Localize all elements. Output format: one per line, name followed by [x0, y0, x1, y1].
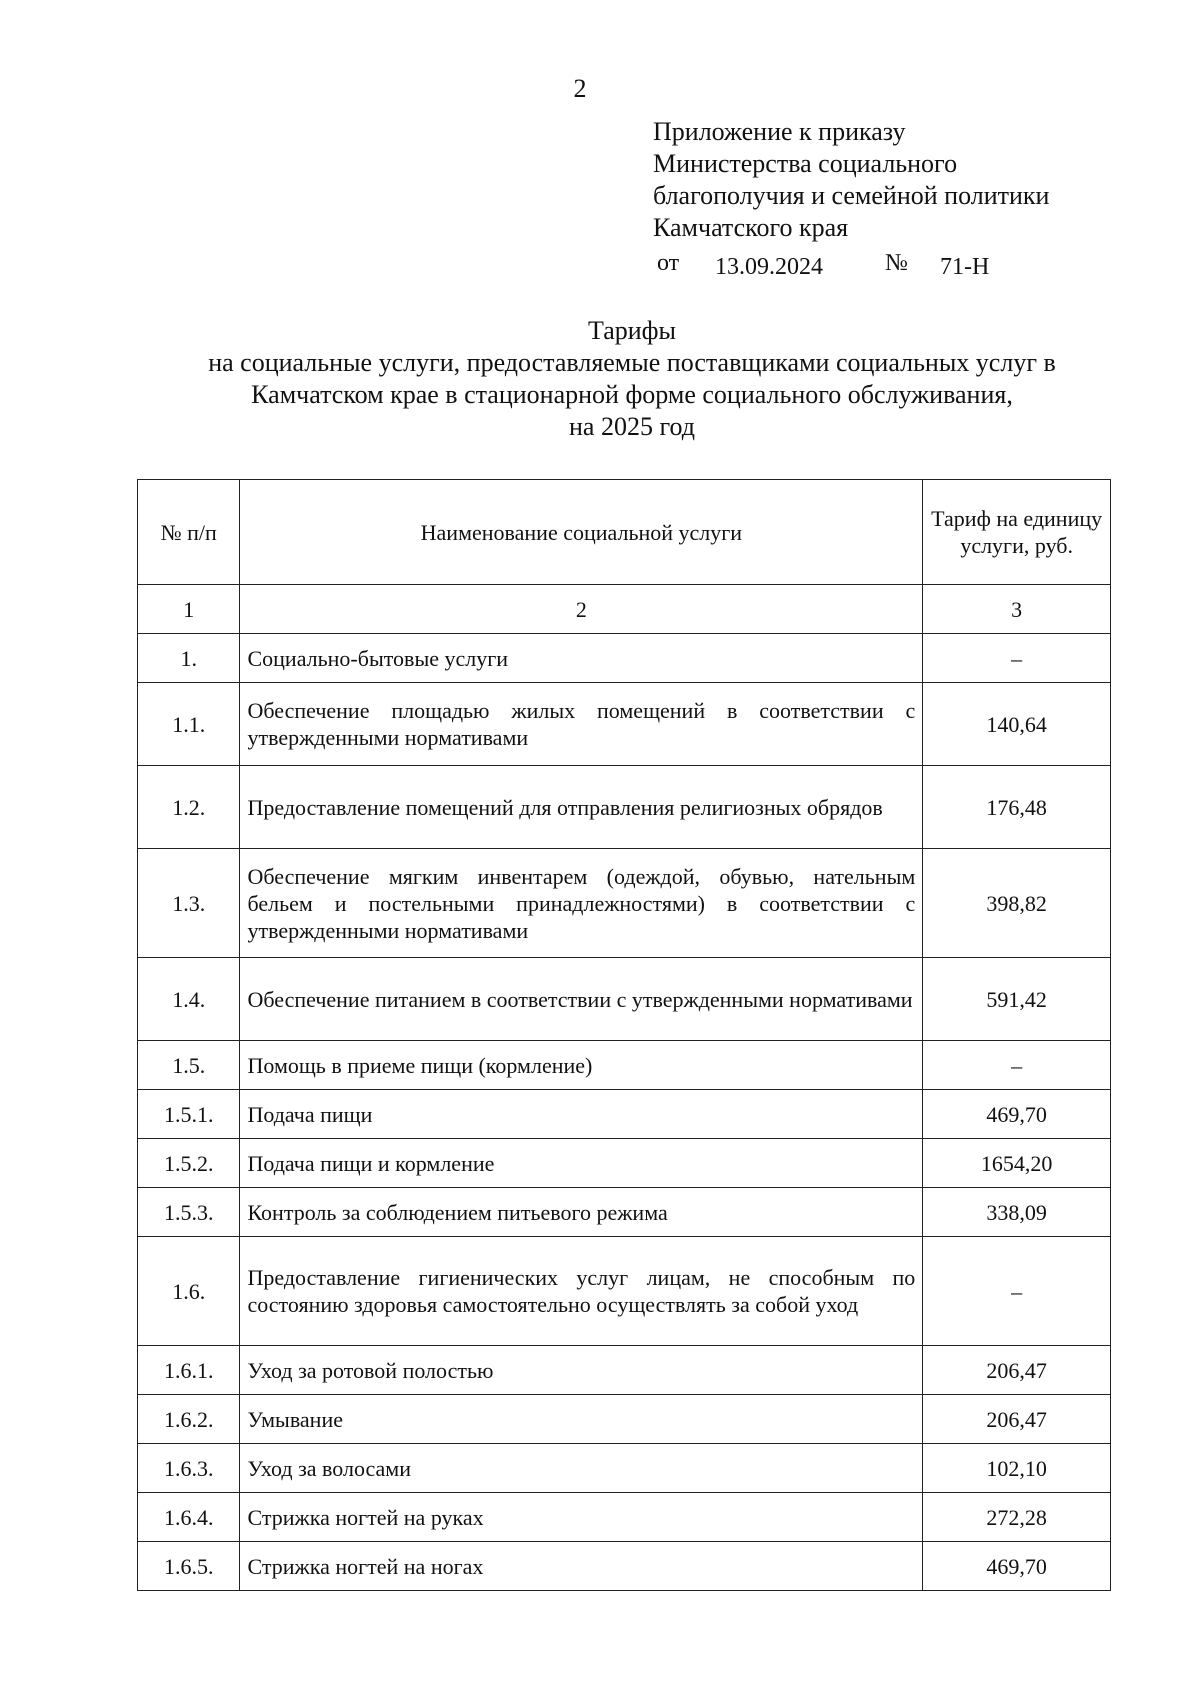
service-name: Обеспечение мягким инвентарем (одеждой, обувью, нательным бельем и постельными принадлежностями) в соответствии с утвержденными нормативами [240, 849, 923, 958]
row-number: 1.5.3. [138, 1188, 240, 1237]
tariff-value: 338,09 [923, 1188, 1111, 1237]
column-index-row [138, 585, 1111, 634]
row-number: 1.6.5. [138, 1542, 240, 1591]
table-row [138, 1188, 1111, 1237]
tariff-value: – [923, 1041, 1111, 1090]
appendix-block [653, 116, 1049, 244]
order-date: 13.09.2024 [715, 254, 823, 280]
service-name: Предоставление гигиенических услуг лицам, не способным по состоянию здоровья самостоятельно осуществлять за собой уход [240, 1237, 923, 1346]
page-number: 2 [573, 74, 587, 103]
service-name: Умывание [240, 1395, 923, 1444]
tariff-value: – [923, 1237, 1111, 1346]
table-row [138, 849, 1111, 958]
tariff-value: 272,28 [923, 1493, 1111, 1542]
tariff-value: 469,70 [923, 1542, 1111, 1591]
order-number-label: № [885, 250, 908, 276]
service-name: Социально-бытовые услуги [240, 634, 923, 683]
tariff-value: 591,42 [923, 958, 1111, 1041]
tariff-value: 140,64 [923, 683, 1111, 766]
service-name: Предоставление помещений для отправления религиозных обрядов [240, 766, 923, 849]
order-from-label: от [657, 250, 680, 276]
service-name: Уход за волосами [240, 1444, 923, 1493]
appendix-line: Министерства социального [653, 149, 958, 178]
appendix-line: Приложение к приказу [653, 117, 906, 146]
table-row [138, 1139, 1111, 1188]
appendix-line: благополучия и семейной политики [653, 181, 1050, 210]
document-title [150, 315, 1114, 443]
header-cell: Наименование социальной услуги [240, 480, 923, 585]
tariff-value: 176,48 [923, 766, 1111, 849]
service-name: Стрижка ногтей на ногах [240, 1542, 923, 1591]
row-number: 1.3. [138, 849, 240, 958]
service-name: Обеспечение площадью жилых помещений в соответствии с утвержденными нормативами [240, 683, 923, 766]
row-number: 1.4. [138, 958, 240, 1041]
service-name: Стрижка ногтей на руках [240, 1493, 923, 1542]
service-name: Обеспечение питанием в соответствии с утвержденными нормативами [240, 958, 923, 1041]
table-row [138, 1395, 1111, 1444]
row-number: 1.1. [138, 683, 240, 766]
row-number: 1.5. [138, 1041, 240, 1090]
appendix-line: Камчатского края [653, 213, 849, 242]
row-number: 1.6. [138, 1237, 240, 1346]
tariff-value: 102,10 [923, 1444, 1111, 1493]
table-header-row [138, 480, 1111, 585]
order-number: 71-Н [940, 254, 990, 280]
table-row [138, 1493, 1111, 1542]
row-number: 1.6.4. [138, 1493, 240, 1542]
tariffs-table [137, 479, 1111, 1591]
service-name: Уход за ротовой полостью [240, 1346, 923, 1395]
table-row [138, 958, 1111, 1041]
row-number: 1.6.2. [138, 1395, 240, 1444]
title-line: на 2025 год [569, 412, 695, 441]
table-row [138, 683, 1111, 766]
table-row [138, 1444, 1111, 1493]
tariff-value: 398,82 [923, 849, 1111, 958]
table-row [138, 766, 1111, 849]
index-cell: 3 [923, 585, 1111, 634]
tariff-value: – [923, 634, 1111, 683]
index-cell: 1 [138, 585, 240, 634]
table-row [138, 1041, 1111, 1090]
title-line: Камчатском крае в стационарной форме социального обслуживания, [251, 380, 1013, 409]
table-row [138, 634, 1111, 683]
row-number: 1.5.1. [138, 1090, 240, 1139]
tariff-value: 206,47 [923, 1346, 1111, 1395]
header-cell: № п/п [138, 480, 240, 585]
row-number: 1.5.2. [138, 1139, 240, 1188]
header-cell: Тариф на единицу услуги, руб. [923, 480, 1111, 585]
tariff-value: 469,70 [923, 1090, 1111, 1139]
table-row [138, 1346, 1111, 1395]
row-number: 1.2. [138, 766, 240, 849]
service-name: Подача пищи и кормление [240, 1139, 923, 1188]
service-name: Контроль за соблюдением питьевого режима [240, 1188, 923, 1237]
tariff-value: 206,47 [923, 1395, 1111, 1444]
row-number: 1.6.1. [138, 1346, 240, 1395]
table-row [138, 1237, 1111, 1346]
table-row [138, 1090, 1111, 1139]
title-line: на социальные услуги, предоставляемые поставщиками социальных услуг в [208, 348, 1056, 377]
row-number: 1. [138, 634, 240, 683]
service-name: Помощь в приеме пищи (кормление) [240, 1041, 923, 1090]
table-row [138, 1542, 1111, 1591]
service-name: Подача пищи [240, 1090, 923, 1139]
row-number: 1.6.3. [138, 1444, 240, 1493]
tariff-value: 1654,20 [923, 1139, 1111, 1188]
index-cell: 2 [240, 585, 923, 634]
title-line: Тарифы [587, 316, 676, 345]
